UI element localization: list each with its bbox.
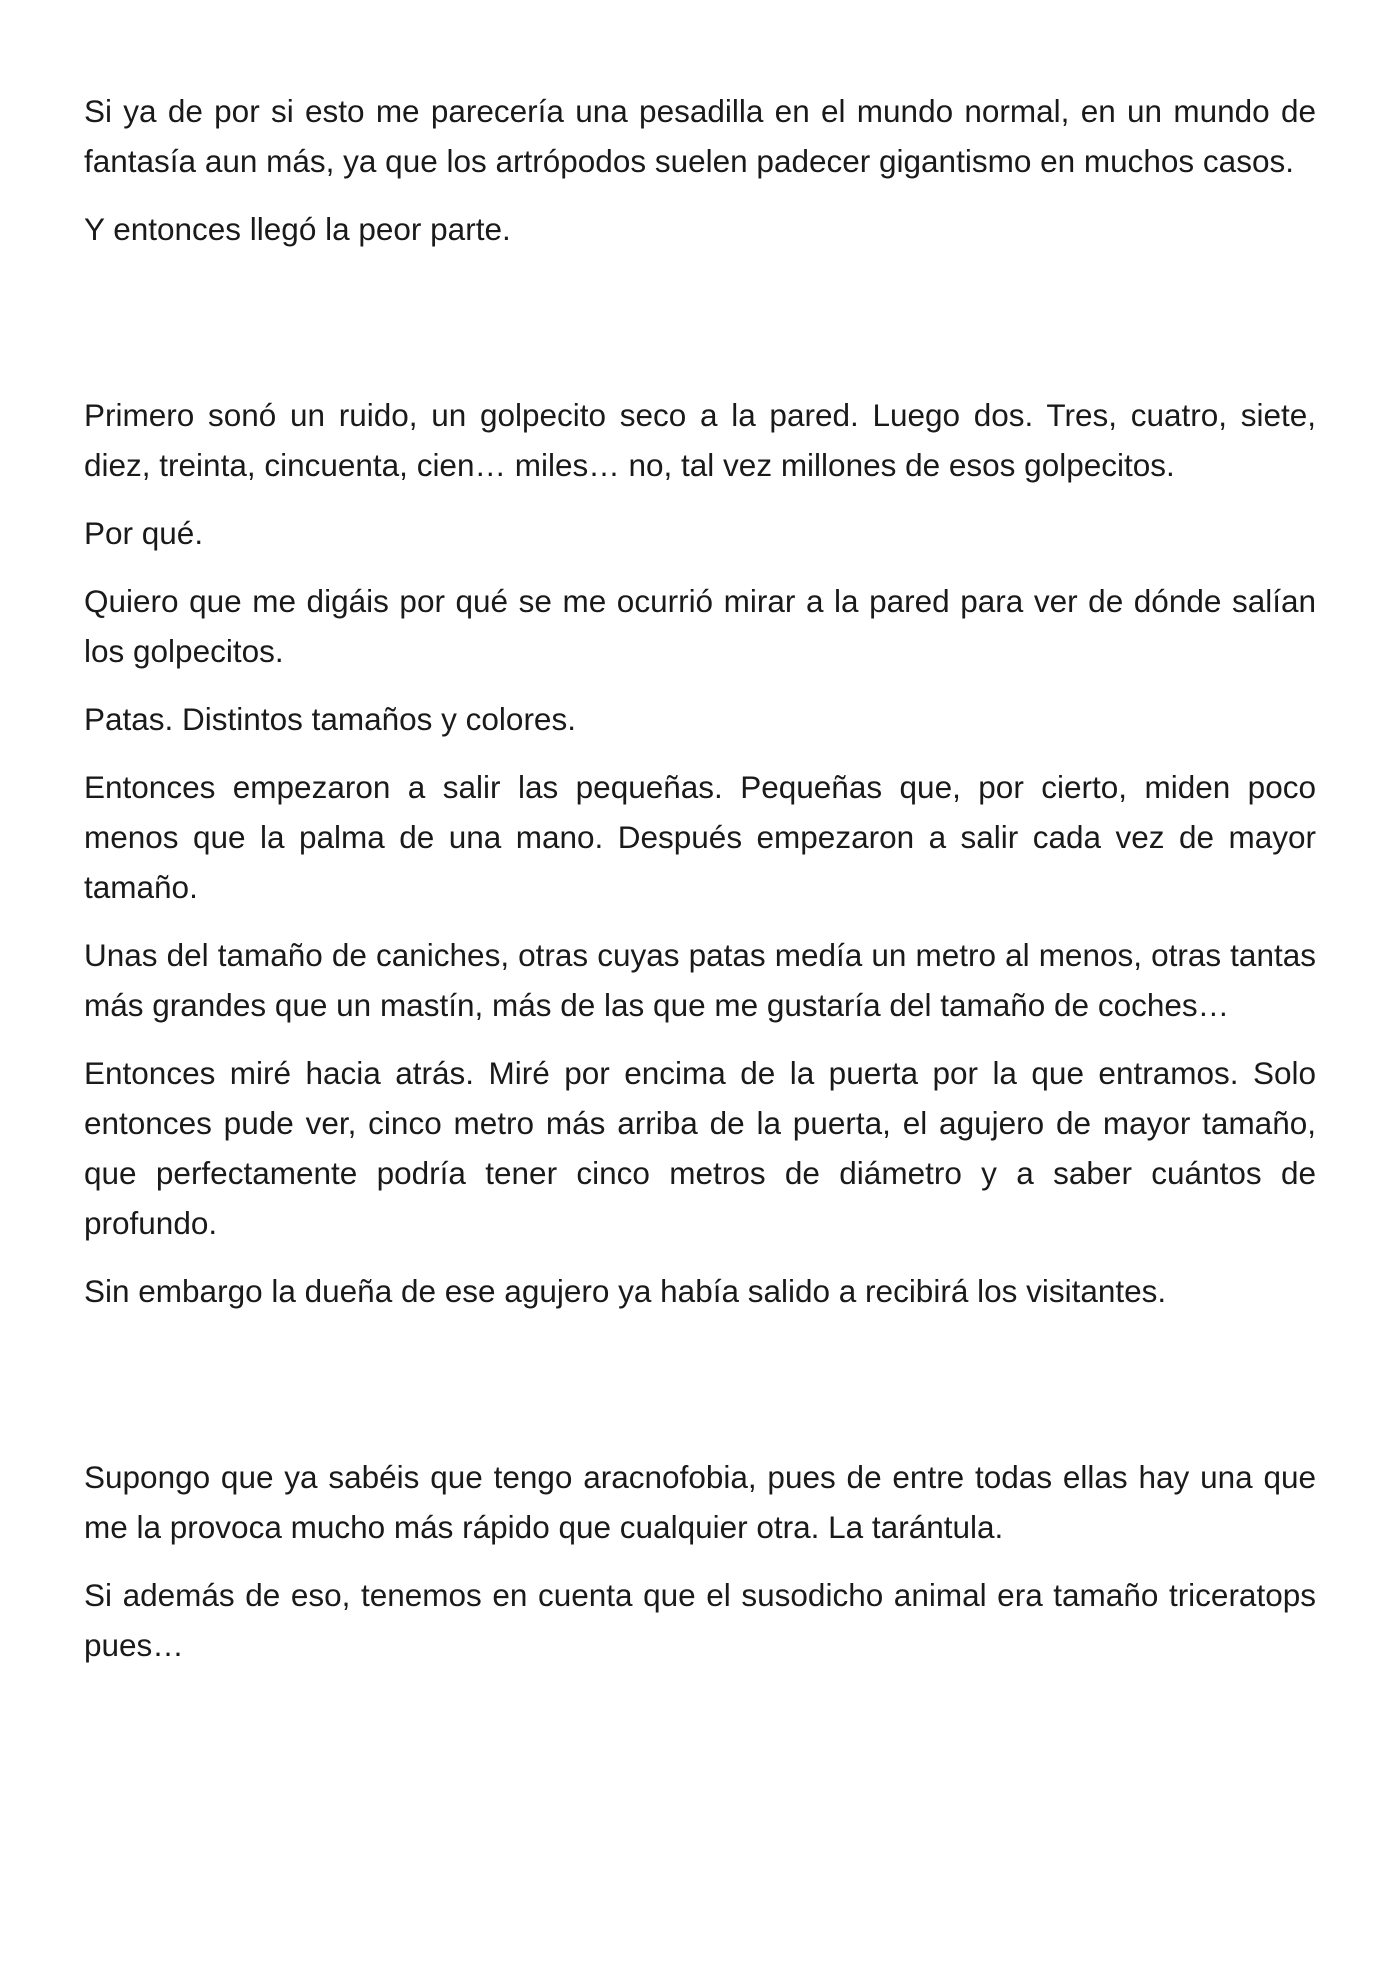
section-spacer [84, 272, 1316, 390]
paragraph: Y entonces llegó la peor parte. [84, 211, 511, 247]
section-spacer [84, 1334, 1316, 1452]
section-2 [84, 390, 1316, 1316]
paragraph: Quiero que me digáis por qué se me ocurrió mirar a la pared para ver de dónde salían los golpecitos. [84, 583, 1316, 669]
paragraph: Por qué. [84, 515, 204, 551]
section-1 [84, 86, 1316, 254]
paragraph: Patas. Distintos tamaños y colores. [84, 701, 576, 737]
paragraph: Si además de eso, tenemos en cuenta que el susodicho animal era tamaño triceratops pues… [84, 1577, 1316, 1663]
paragraph: Supongo que ya sabéis que tengo aracnofobia, pues de entre todas ellas hay una que me la provoca mucho más rápido que cualquier otra. La tarántula. [84, 1459, 1316, 1545]
paragraph: Si ya de por si esto me parecería una pesadilla en el mundo normal, en un mundo de fantasía aun más, ya que los artrópodos suelen padecer gigantismo en muchos casos. [84, 93, 1316, 179]
section-3 [84, 1452, 1316, 1670]
paragraph: Unas del tamaño de caniches, otras cuyas patas medía un metro al menos, otras tantas más grandes que un mastín, más de las que me gustaría del tamaño de coches… [84, 937, 1316, 1023]
paragraph: Primero sonó un ruido, un golpecito seco a la pared. Luego dos. Tres, cuatro, siete, diez, treinta, cincuenta, cien… miles… no, tal vez millones de esos golpecitos. [84, 397, 1316, 483]
paragraph: Entonces miré hacia atrás. Miré por encima de la puerta por la que entramos. Solo entonces pude ver, cinco metro más arriba de la puerta, el agujero de mayor tamaño, que perfectamente podría tener cinco metros de diámetro y a saber cuántos de profundo. [84, 1055, 1316, 1241]
paragraph: Sin embargo la dueña de ese agujero ya había salido a recibirá los visitantes. [84, 1273, 1167, 1309]
document-page [84, 86, 1316, 1688]
paragraph: Entonces empezaron a salir las pequeñas. Pequeñas que, por cierto, miden poco menos que la palma de una mano. Después empezaron a salir cada vez de mayor tamaño. [84, 769, 1316, 905]
